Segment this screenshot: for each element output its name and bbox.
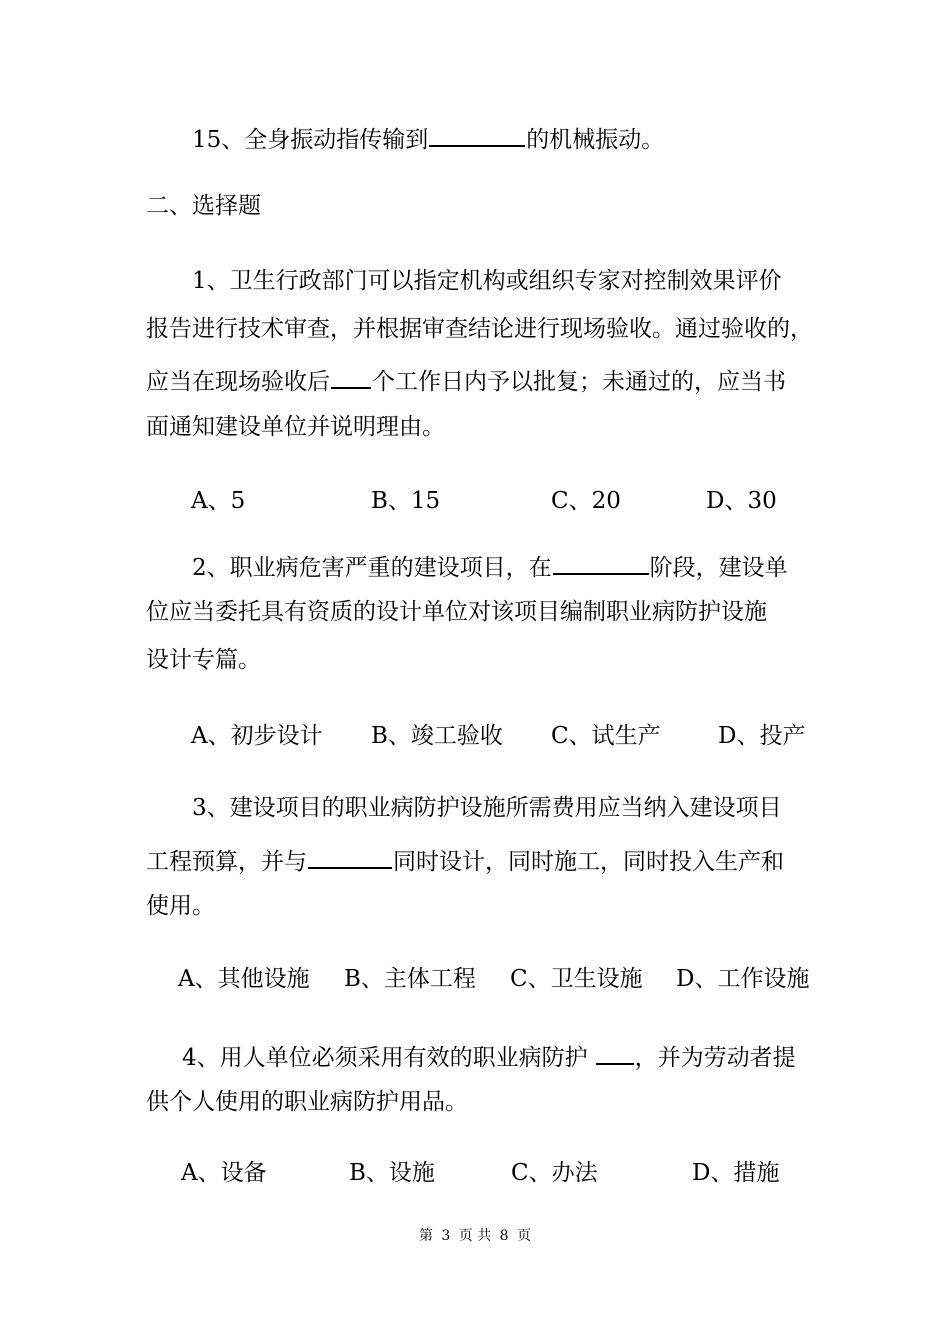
question-3-option-a: A、其他设施 [178, 966, 310, 992]
question-3-line-3: 使用。 [146, 893, 215, 919]
question-1-option-b: B、15 [371, 488, 441, 514]
current-page-number: 3 [441, 1228, 451, 1244]
question-3-option-d: D、工作设施 [676, 966, 810, 992]
question-4-text-after: ，并为劳动者提 [634, 1045, 796, 1071]
question-1-text-after: 个工作日内予以批复；未通过的，应当书 [372, 369, 786, 395]
page-footer [0, 1226, 950, 1246]
footer-prefix: 第 [418, 1228, 433, 1244]
question-4-line-2: 供个人使用的职业病防护用品。 [146, 1089, 468, 1115]
footer-suffix: 页 [517, 1228, 532, 1244]
question-15 [192, 121, 664, 155]
question-3-text-before: 工程预算，并与 [146, 849, 307, 875]
question-2-option-c: C、试生产 [551, 723, 661, 749]
question-4-text-before: 4、用人单位必须采用有效的职业病防护 [182, 1045, 588, 1071]
question-1-line-3 [146, 363, 786, 397]
question-1-line-1: 1、卫生行政部门可以指定机构或组织专家对控制效果评价 [192, 268, 782, 294]
total-page-count: 8 [499, 1228, 509, 1244]
question-2-option-a: A、初步设计 [191, 723, 323, 749]
question-3-option-b: B、主体工程 [344, 966, 476, 992]
question-2-line-2: 位应当委托具有资质的设计单位对该项目编制职业病防护设施 [146, 599, 767, 625]
question-4-option-b: B、设施 [349, 1160, 435, 1186]
question-2-option-d: D、投产 [718, 723, 806, 749]
question-3-text-after: 同时设计，同时施工，同时投入生产和 [393, 849, 784, 875]
question-4-line-1 [182, 1039, 796, 1073]
answer-blank [331, 363, 371, 389]
question-2-line-1 [192, 549, 788, 583]
question-1-option-d: D、30 [706, 488, 777, 514]
answer-blank [429, 121, 525, 147]
question-1-text-before: 应当在现场验收后 [146, 369, 330, 395]
question-4-option-a: A、设备 [181, 1160, 267, 1186]
question-4-option-d: D、措施 [692, 1160, 780, 1186]
question-3-line-2 [146, 843, 784, 877]
question-2-text-before: 2、职业病危害严重的建设项目，在 [192, 555, 552, 581]
question-3-line-1: 3、建设项目的职业病防护设施所需费用应当纳入建设项目 [192, 795, 782, 821]
answer-blank [553, 549, 649, 575]
answer-blank [596, 1039, 634, 1065]
question-2-text-after: 阶段，建设单 [649, 555, 788, 581]
question-2-option-b: B、竣工验收 [371, 723, 503, 749]
question-15-text-after: 的机械振动。 [526, 127, 665, 153]
question-1-line-2: 报告进行技术审查，并根据审查结论进行现场验收。通过验收的， [146, 316, 813, 342]
question-15-text-before: 15、全身振动指传输到 [192, 127, 429, 153]
question-4-option-c: C、办法 [511, 1160, 598, 1186]
question-3-option-c: C、卫生设施 [510, 966, 643, 992]
question-2-line-3: 设计专篇。 [146, 647, 261, 673]
question-1-option-a: A、5 [191, 488, 246, 514]
footer-mid: 页 共 [458, 1228, 492, 1244]
question-1-option-c: C、20 [551, 488, 621, 514]
question-1-line-4: 面通知建设单位并说明理由。 [146, 414, 445, 440]
section-heading: 二、选择题 [146, 193, 261, 219]
answer-blank [308, 843, 392, 869]
